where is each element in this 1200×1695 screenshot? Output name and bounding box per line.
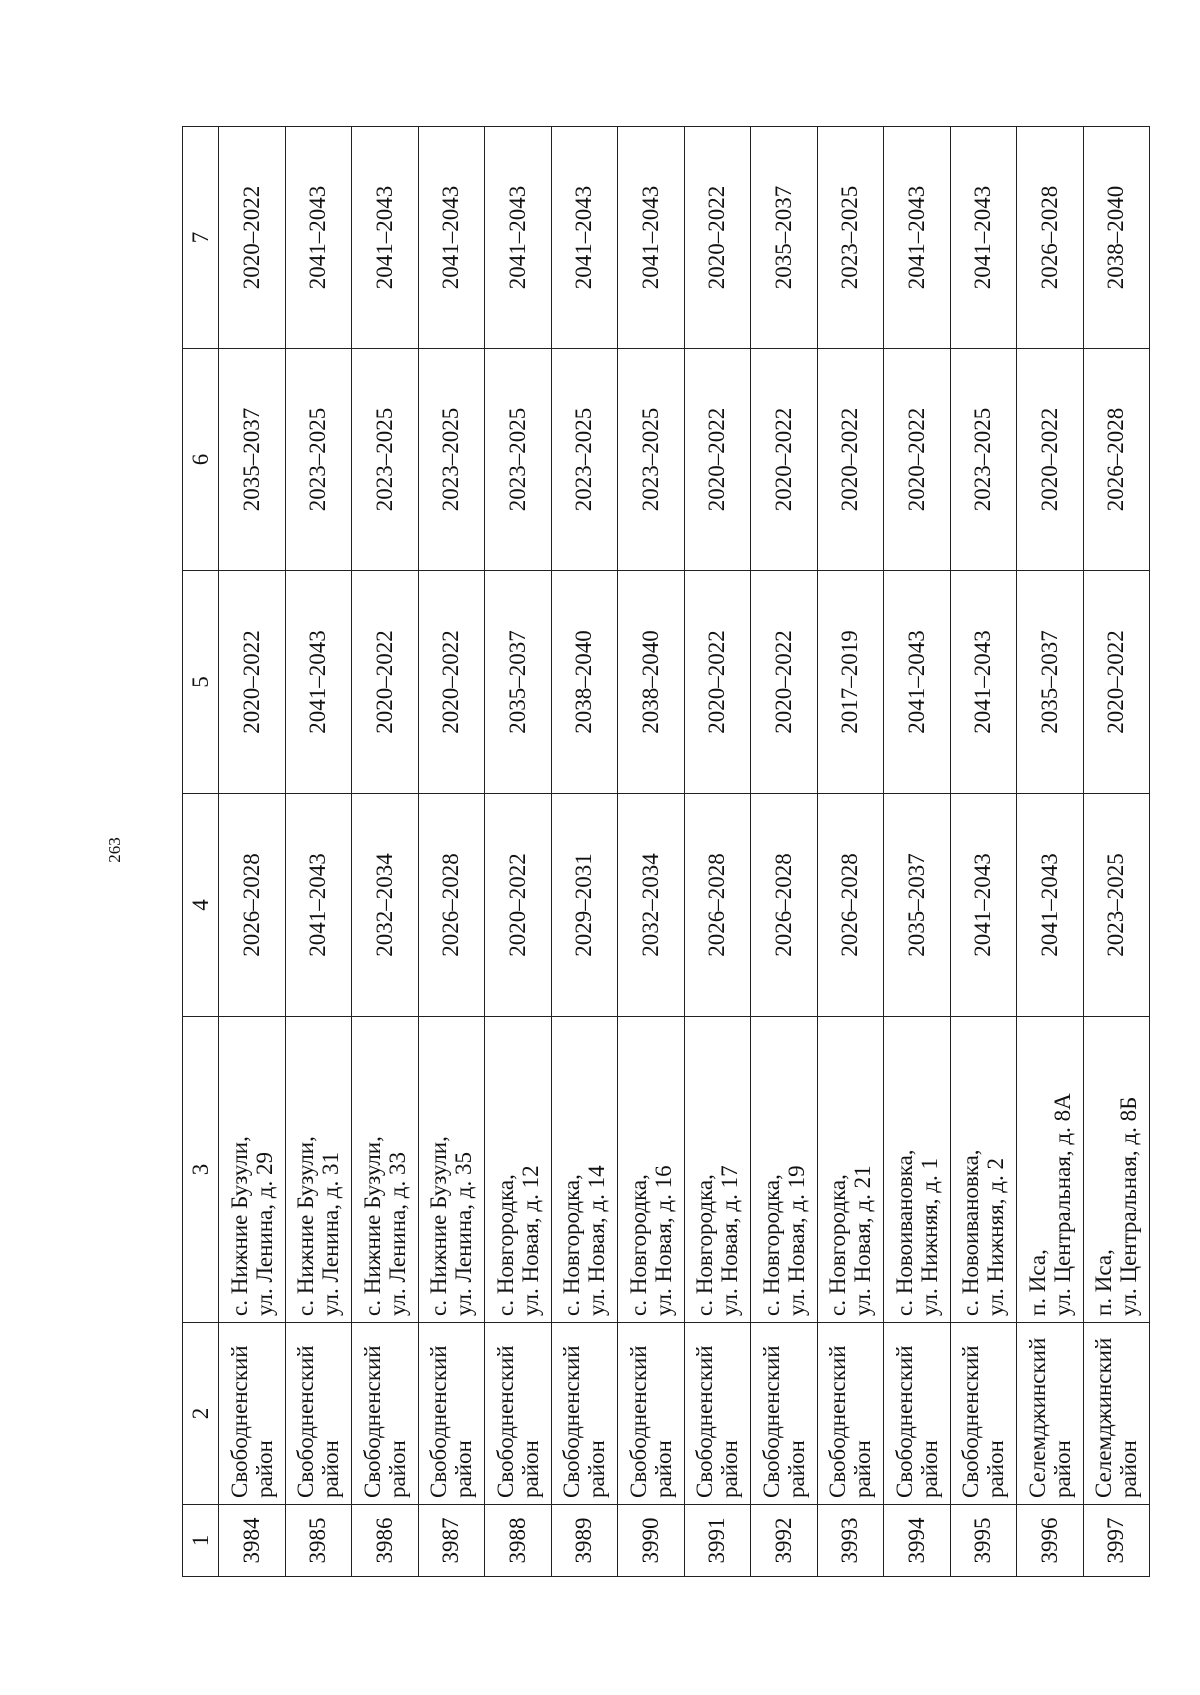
period-cell-col5: 2041–2043 [950,571,1017,794]
period-cell-col6: 2023–2025 [551,349,618,571]
period-cell-col7: 2020–2022 [219,127,286,349]
address-cell [219,1017,286,1323]
district-cell [551,1323,618,1505]
period-cell-col5: 2038–2040 [618,571,685,794]
table-row [751,127,818,1577]
table-row [684,127,751,1577]
column-header: 1 [183,1505,219,1577]
address-line: ул. Нижняя, д. 2 [983,1158,1009,1316]
table-header [183,127,219,1577]
address-line: с. Новоивановка, [891,1149,917,1316]
period-cell-col4: 2026–2028 [684,794,751,1017]
address-cell [551,1017,618,1323]
period-cell-col4: 2032–2034 [352,794,419,1017]
district-line: Свободненский [692,1345,718,1498]
row-number-cell: 3991 [684,1505,751,1577]
district-line: район [251,1440,277,1498]
period-cell-col6: 2023–2025 [352,349,419,571]
row-number-cell: 3989 [551,1505,618,1577]
period-cell-col4: 2026–2028 [418,794,485,1017]
district-cell [219,1323,286,1505]
district-line: Свободненский [559,1345,585,1498]
row-number-cell: 3986 [352,1505,419,1577]
address-cell [352,1017,419,1323]
district-line: район [916,1440,942,1498]
address-line: с. Новгородка, [625,1174,651,1316]
address-cell [285,1017,352,1323]
period-cell-col6: 2026–2028 [1083,349,1150,571]
period-cell-col4: 2029–2031 [551,794,618,1017]
column-header: 5 [183,571,219,794]
schedule-table [182,126,1150,1577]
district-line: район [983,1440,1009,1498]
row-number-cell: 3990 [618,1505,685,1577]
period-cell-col4: 2041–2043 [285,794,352,1017]
period-cell-col4: 2026–2028 [817,794,884,1017]
address-line: с. Нижние Бузули, [359,1136,385,1316]
table-row [219,127,286,1577]
address-line: ул. Новая, д. 14 [584,1165,610,1316]
district-cell [1017,1323,1084,1505]
address-cell [485,1017,552,1323]
period-cell-col7: 2041–2043 [285,127,352,349]
table-row [1083,127,1150,1577]
address-line: ул. Центральная, д. 8Б [1116,1096,1142,1316]
period-cell-col4: 2041–2043 [950,794,1017,1017]
period-cell-col7: 2041–2043 [485,127,552,349]
period-cell-col5: 2020–2022 [684,571,751,794]
address-line: с. Новгородка, [825,1174,851,1316]
column-header: 2 [183,1323,219,1505]
row-number-cell: 3987 [418,1505,485,1577]
address-line: п. Иса, [1091,1249,1117,1316]
table-row [352,127,419,1577]
period-cell-col4: 2035–2037 [884,794,951,1017]
district-cell [817,1323,884,1505]
period-cell-col7: 2041–2043 [950,127,1017,349]
district-line: район [318,1440,344,1498]
address-cell [751,1017,818,1323]
address-cell [1017,1017,1084,1323]
period-cell-col5: 2035–2037 [485,571,552,794]
period-cell-col6: 2035–2037 [219,349,286,571]
district-line: район [650,1440,676,1498]
period-cell-col6: 2023–2025 [285,349,352,571]
address-cell [1083,1017,1150,1323]
district-line: Свободненский [226,1345,252,1498]
column-header: 3 [183,1017,219,1323]
district-line: район [783,1440,809,1498]
period-cell-col7: 2041–2043 [418,127,485,349]
district-line: Свободненский [359,1345,385,1498]
period-cell-col7: 2041–2043 [884,127,951,349]
table-body [219,127,1150,1577]
table-row [485,127,552,1577]
district-cell [485,1323,552,1505]
period-cell-col7: 2023–2025 [817,127,884,349]
address-cell [884,1017,951,1323]
district-cell [684,1323,751,1505]
table-row [884,127,951,1577]
address-cell [618,1017,685,1323]
district-cell [418,1323,485,1505]
period-cell-col5: 2035–2037 [1017,571,1084,794]
district-line: Свободненский [891,1345,917,1498]
period-cell-col7: 2020–2022 [684,127,751,349]
period-cell-col5: 2017–2019 [817,571,884,794]
period-cell-col6: 2020–2022 [1017,349,1084,571]
column-header: 7 [183,127,219,349]
period-cell-col6: 2023–2025 [950,349,1017,571]
page-number: 263 [105,837,124,863]
row-number-cell: 3994 [884,1505,951,1577]
row-number-cell: 3993 [817,1505,884,1577]
period-cell-col5: 2020–2022 [418,571,485,794]
row-number-cell: 3997 [1083,1505,1150,1577]
period-cell-col6: 2023–2025 [418,349,485,571]
district-cell [751,1323,818,1505]
period-cell-col7: 2026–2028 [1017,127,1084,349]
period-cell-col5: 2020–2022 [352,571,419,794]
address-line: с. Нижние Бузули, [426,1136,452,1316]
header-row [183,127,219,1577]
period-cell-col6: 2023–2025 [485,349,552,571]
row-number-cell: 3984 [219,1505,286,1577]
period-cell-col6: 2020–2022 [817,349,884,571]
table-row [1017,127,1084,1577]
period-cell-col7: 2041–2043 [618,127,685,349]
period-cell-col4: 2026–2028 [751,794,818,1017]
address-cell [950,1017,1017,1323]
district-cell [884,1323,951,1505]
address-line: ул. Центральная, д. 8А [1049,1093,1075,1316]
address-line: ул. Ленина, д. 35 [451,1152,477,1316]
address-line: с. Новгородка, [692,1174,718,1316]
district-line: район [850,1440,876,1498]
district-line: район [384,1440,410,1498]
period-cell-col7: 2041–2043 [352,127,419,349]
district-line: Свободненский [958,1345,984,1498]
address-line: с. Новгородка, [758,1174,784,1316]
district-cell [352,1323,419,1505]
address-line: ул. Нижняя, д. 1 [916,1158,942,1316]
row-number-cell: 3995 [950,1505,1017,1577]
table-row [285,127,352,1577]
address-line: ул. Новая, д. 12 [517,1165,543,1316]
table-row [551,127,618,1577]
district-line: район [1116,1440,1142,1498]
table-row [950,127,1017,1577]
address-cell [817,1017,884,1323]
period-cell-col5: 2041–2043 [285,571,352,794]
address-line: ул. Новая, д. 21 [850,1165,876,1316]
district-line: Свободненский [825,1345,851,1498]
period-cell-col4: 2041–2043 [1017,794,1084,1017]
address-line: с. Новоивановка, [958,1149,984,1316]
address-cell [418,1017,485,1323]
period-cell-col5: 2020–2022 [751,571,818,794]
address-line: с. Новгородка, [559,1174,585,1316]
period-cell-col4: 2020–2022 [485,794,552,1017]
rotated-table-wrapper [182,127,1142,1577]
address-line: п. Иса, [1024,1249,1050,1316]
district-line: Свободненский [492,1345,518,1498]
period-cell-col6: 2023–2025 [618,349,685,571]
period-cell-col4: 2023–2025 [1083,794,1150,1017]
district-line: район [451,1440,477,1498]
district-line: Свободненский [293,1345,319,1498]
district-cell [285,1323,352,1505]
table-row [817,127,884,1577]
period-cell-col4: 2026–2028 [219,794,286,1017]
period-cell-col4: 2032–2034 [618,794,685,1017]
address-line: с. Новгородка, [492,1174,518,1316]
district-line: Свободненский [426,1345,452,1498]
district-line: район [517,1440,543,1498]
period-cell-col6: 2020–2022 [684,349,751,571]
period-cell-col5: 2020–2022 [219,571,286,794]
table-row [618,127,685,1577]
district-line: Селемджинский [1024,1337,1050,1498]
period-cell-col7: 2038–2040 [1083,127,1150,349]
address-line: с. Нижние Бузули, [226,1136,252,1316]
column-header: 6 [183,349,219,571]
table-row [418,127,485,1577]
address-line: ул. Ленина, д. 33 [384,1152,410,1316]
period-cell-col5: 2041–2043 [884,571,951,794]
row-number-cell: 3992 [751,1505,818,1577]
row-number-cell: 3996 [1017,1505,1084,1577]
address-line: ул. Ленина, д. 29 [251,1152,277,1316]
column-header: 4 [183,794,219,1017]
district-line: Свободненский [625,1345,651,1498]
address-line: ул. Новая, д. 16 [650,1165,676,1316]
district-cell [950,1323,1017,1505]
period-cell-col7: 2035–2037 [751,127,818,349]
district-line: район [717,1440,743,1498]
district-line: район [1049,1440,1075,1498]
address-line: с. Нижние Бузули, [293,1136,319,1316]
address-line: ул. Новая, д. 17 [717,1165,743,1316]
period-cell-col5: 2038–2040 [551,571,618,794]
row-number-cell: 3988 [485,1505,552,1577]
district-line: район [584,1440,610,1498]
district-line: Селемджинский [1091,1337,1117,1498]
address-line: ул. Новая, д. 19 [783,1165,809,1316]
row-number-cell: 3985 [285,1505,352,1577]
district-cell [618,1323,685,1505]
period-cell-col6: 2020–2022 [884,349,951,571]
period-cell-col5: 2020–2022 [1083,571,1150,794]
period-cell-col7: 2041–2043 [551,127,618,349]
district-cell [1083,1323,1150,1505]
address-cell [684,1017,751,1323]
address-line: ул. Ленина, д. 31 [318,1152,344,1316]
district-line: Свободненский [758,1345,784,1498]
period-cell-col6: 2020–2022 [751,349,818,571]
